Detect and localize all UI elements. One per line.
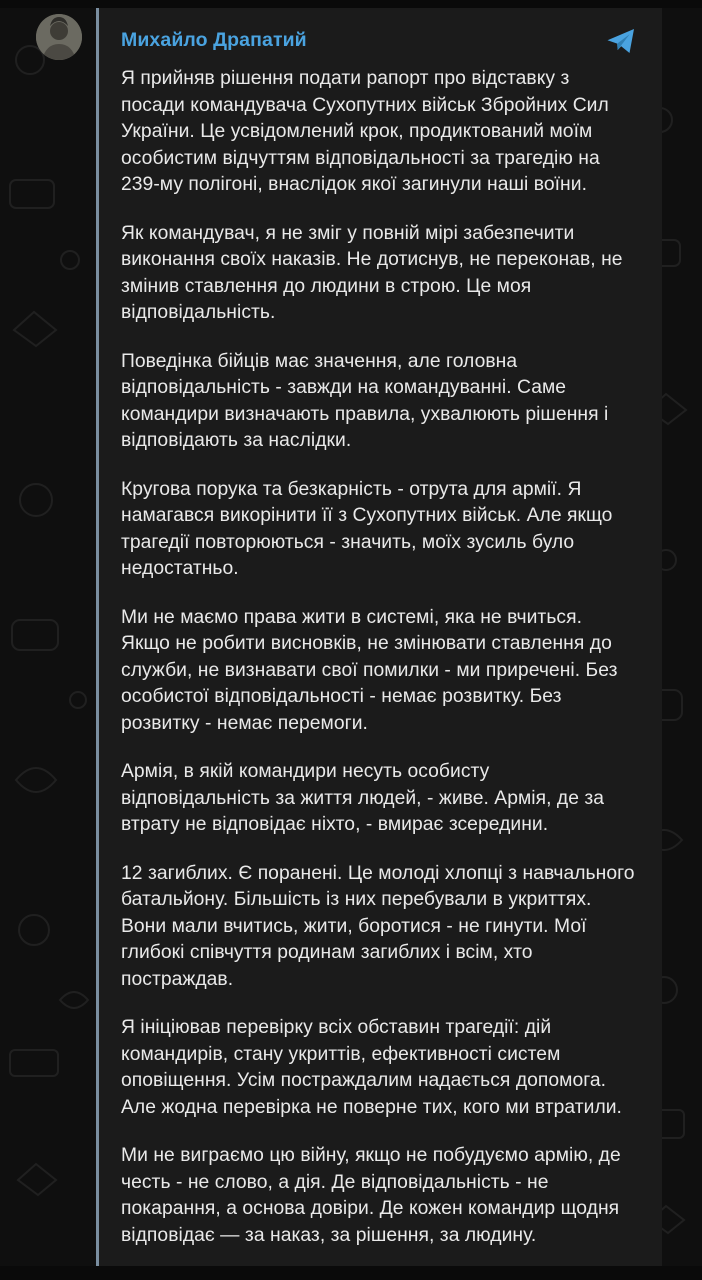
message-card[interactable] <box>96 8 662 1272</box>
message-paragraph: Як командувач, я не зміг у повній мірі забезпечити виконання своїх наказів. Не дотиснув, не переконав, не змінив ставлення до людини в строю. Це моя відповідальність. <box>121 222 623 323</box>
message-paragraph: Поведінка бійців має значення, але головна відповідальність - завжди на командуванні. Саме командири визначають правила, ухвалюють рішення і відповідають за наслідки. <box>121 350 609 451</box>
message-paragraph: 12 загиблих. Є поранені. Це молоді хлопці з навчального батальйону. Більшість із них перебували в укриттях. Вони мали вчитись, жити, боротися - не гинути. Мої глибокі співчуття родинам загиблих і всім, хто постраждав. <box>121 862 635 990</box>
status-bar-top <box>0 0 702 8</box>
message-paragraph: Ми не маємо права жити в системі, яка не вчиться. Якщо не робити висновків, не змінювати ставлення до служби, не визнавати свої помилки - ми приречені. Без особистої відповідальності - немає розвитку. Без розвитку - немає перемоги. <box>121 606 618 734</box>
person-avatar-icon <box>36 14 82 60</box>
message-header <box>121 28 636 56</box>
message-paragraph: Ми не виграємо цю війну, якщо не побудуємо армію, де честь - не слово, а дія. Де відповідальність - не покарання, а основа довіри. Де кожен командир щодня відповідає — за наказ, за рішення, за людину. <box>121 1145 621 1246</box>
avatar[interactable] <box>36 14 82 60</box>
message-paragraph: Армія, в якій командири несуть особисту відповідальність за життя людей, - живе. Армія, де за втрату не відповідає ніхто, - вмирає зсередини. <box>121 761 605 835</box>
status-bar-bottom <box>0 1266 702 1280</box>
message-paragraph: Я прийняв рішення подати рапорт про відставку з посади командувача Сухопутних військ Збройних Сил України. Це усвідомлений крок, продиктований моїм особистим відчуттям відповідальності за трагедію на 239-му полігоні, внаслідок якої загинули наші воїни. <box>121 68 609 195</box>
message-text <box>121 66 636 1249</box>
telegram-logo-icon[interactable] <box>606 26 636 56</box>
message-paragraph: Кругова порука та безкарність - отрута для армії. Я намагався викорінити її з Сухопутних військ. Але якщо трагедії повторюються - значить, моїх зусиль було недостатньо. <box>121 478 613 579</box>
message-paragraph: Я ініціював перевірку всіх обставин трагедії: дій командирів, стану укриттів, ефективності систем оповіщення. Усім постраждалим надається допомога. Але жодна перевірка не поверне тих, кого ми втратили. <box>121 1017 622 1118</box>
author-name: Михайло Драпатий <box>121 29 307 51</box>
